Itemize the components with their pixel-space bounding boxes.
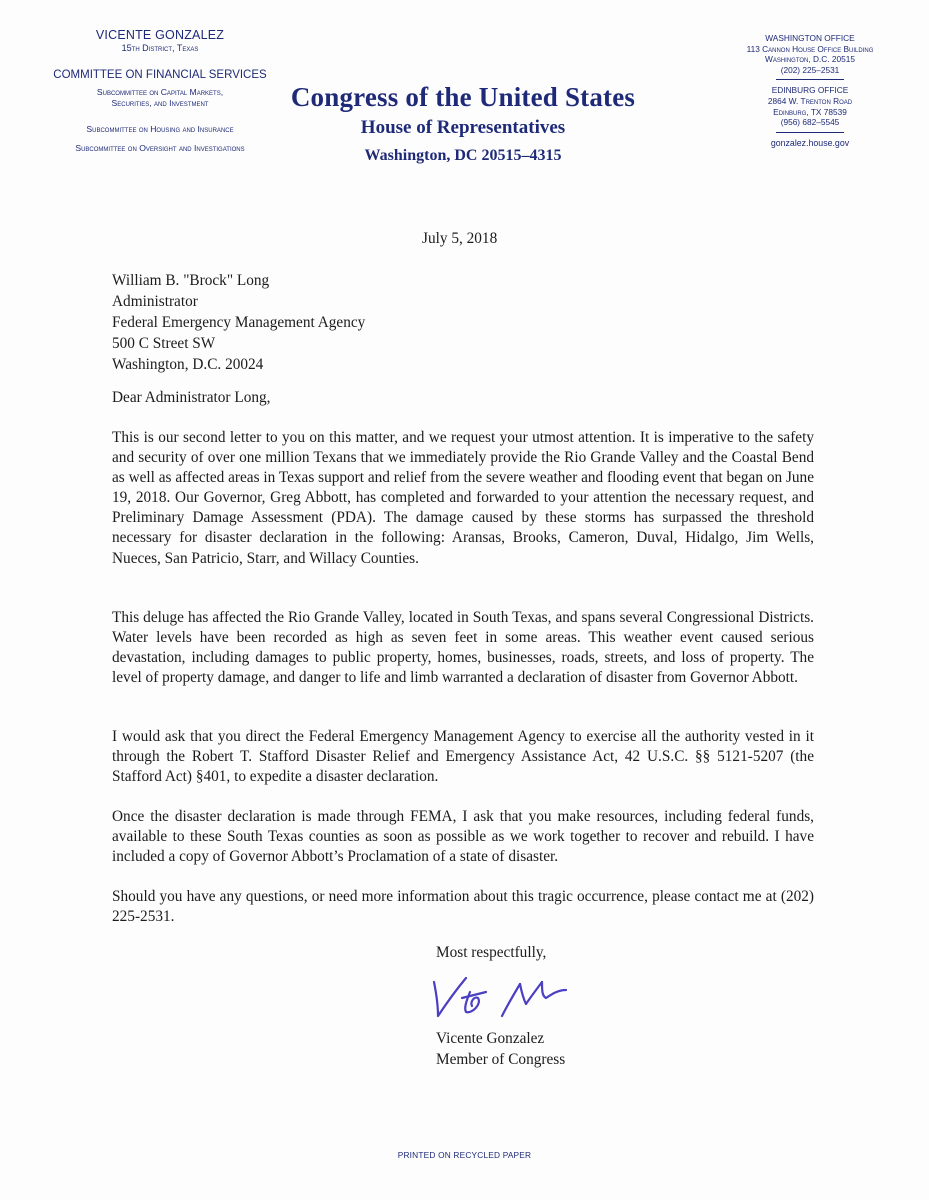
dc-office-line: Washington, D.C. 20515 bbox=[765, 54, 855, 65]
letterhead-left bbox=[40, 28, 280, 153]
signature-icon bbox=[426, 968, 586, 1024]
recipient-title: Administrator bbox=[112, 293, 198, 310]
recipient-name: William B. "Brock" Long bbox=[112, 272, 270, 289]
letterhead-center bbox=[268, 80, 658, 168]
recipient-city: Washington, D.C. 20024 bbox=[112, 356, 264, 373]
committee-name: COMMITTEE ON FINANCIAL SERVICES bbox=[53, 69, 267, 81]
dc-office-phone: (202) 225–2531 bbox=[780, 64, 840, 75]
edinburg-office-line: 2864 W. Trenton Road bbox=[767, 95, 853, 106]
recipient-street: 500 C Street SW bbox=[112, 335, 216, 352]
website: gonzalez.house.gov bbox=[770, 137, 850, 148]
body-paragraph: This is our second letter to you on this matter, and we request your utmost attention. It is imperative to the safety and security of over one million Texans that we immediately provide the Rio Grande Valley and the Coastal Bend as well as affected areas in Texas support and relief from the severe weather and flooding event that began on June 19, 2018. Our Governor, Greg Abbott, has completed and forwarded to your attention the necessary request, and Preliminary Damage Assessment (PDA). The damage caused by these storms has surpassed the threshold necessary for disaster declaration in the following: Aransas, Brooks, Cameron, Duval, Hidalgo, Jim Wells, Nueces, San Patricio, Starr, and Willacy Counties. bbox=[112, 429, 814, 567]
body-paragraph: I would ask that you direct the Federal Emergency Management Agency to exercise all the authority vested in it through the Robert T. Stafford Disaster Relief and Emergency Assistance Act, 42 U.S.C. §§ 5121-5207 (the Stafford Act) §401, to expedite a disaster declaration. bbox=[112, 728, 814, 786]
body-paragraph: Should you have any questions, or need more information about this tragic occurrence, please contact me at (202) 225-2531. bbox=[112, 888, 814, 926]
subcommittee-housing: Subcommittee on Housing and Insurance bbox=[86, 124, 234, 134]
letterhead-city: Washington, DC 20515–4315 bbox=[364, 147, 562, 164]
salutation: Dear Administrator Long, bbox=[112, 389, 271, 406]
edinburg-office-phone: (956) 682–5545 bbox=[780, 117, 840, 128]
body-paragraph: This deluge has affected the Rio Grande Valley, located in South Texas, and spans several Congressional Districts. Water levels have been recorded as high as seven feet in some areas. This weather event caused serious devastation, including damages to public property, homes, businesses, roads, streets, and loss of property. The level of property damage, and danger to life and limb warranted a declaration of disaster from Governor Abbott. bbox=[112, 609, 814, 687]
signer-block bbox=[436, 1028, 565, 1070]
subcommittee-capital-markets bbox=[40, 87, 280, 109]
subcommittee-line: Subcommittee on Capital Markets, bbox=[96, 87, 224, 97]
subcommittee-oversight: Subcommittee on Oversight and Investigations bbox=[75, 143, 245, 153]
closing: Most respectfully, bbox=[436, 944, 547, 961]
letterhead-right bbox=[722, 33, 898, 148]
member-district: 15th District, Texas bbox=[121, 43, 199, 53]
recipient-address bbox=[112, 270, 365, 375]
congress-title: Congress of the United States bbox=[290, 82, 636, 112]
letter-date: July 5, 2018 bbox=[422, 230, 498, 247]
member-name: VICENTE GONZALEZ bbox=[95, 28, 225, 42]
recipient-agency: Federal Emergency Management Agency bbox=[112, 314, 366, 331]
signer-title: Member of Congress bbox=[436, 1051, 566, 1068]
dc-office-title: WASHINGTON OFFICE bbox=[765, 33, 855, 43]
edinburg-office-line: Edinburg, TX 78539 bbox=[773, 106, 847, 117]
body-paragraph: Once the disaster declaration is made through FEMA, I ask that you make resources, including federal funds, available to these South Texas counties as soon as possible as we work together to recover and rebuild. I have included a copy of Governor Abbott’s Proclamation of a state of disaster. bbox=[112, 808, 814, 866]
divider bbox=[776, 132, 844, 133]
signer-name: Vicente Gonzalez bbox=[436, 1030, 545, 1047]
recycled-paper-note: PRINTED ON RECYCLED PAPER bbox=[397, 1150, 532, 1160]
house-title: House of Representatives bbox=[360, 117, 566, 138]
subcommittee-line: Securities, and Investment bbox=[111, 98, 209, 108]
divider bbox=[776, 79, 844, 80]
edinburg-office-title: EDINBURG OFFICE bbox=[771, 85, 849, 96]
dc-office-line: 113 Cannon House Office Building bbox=[746, 43, 874, 54]
